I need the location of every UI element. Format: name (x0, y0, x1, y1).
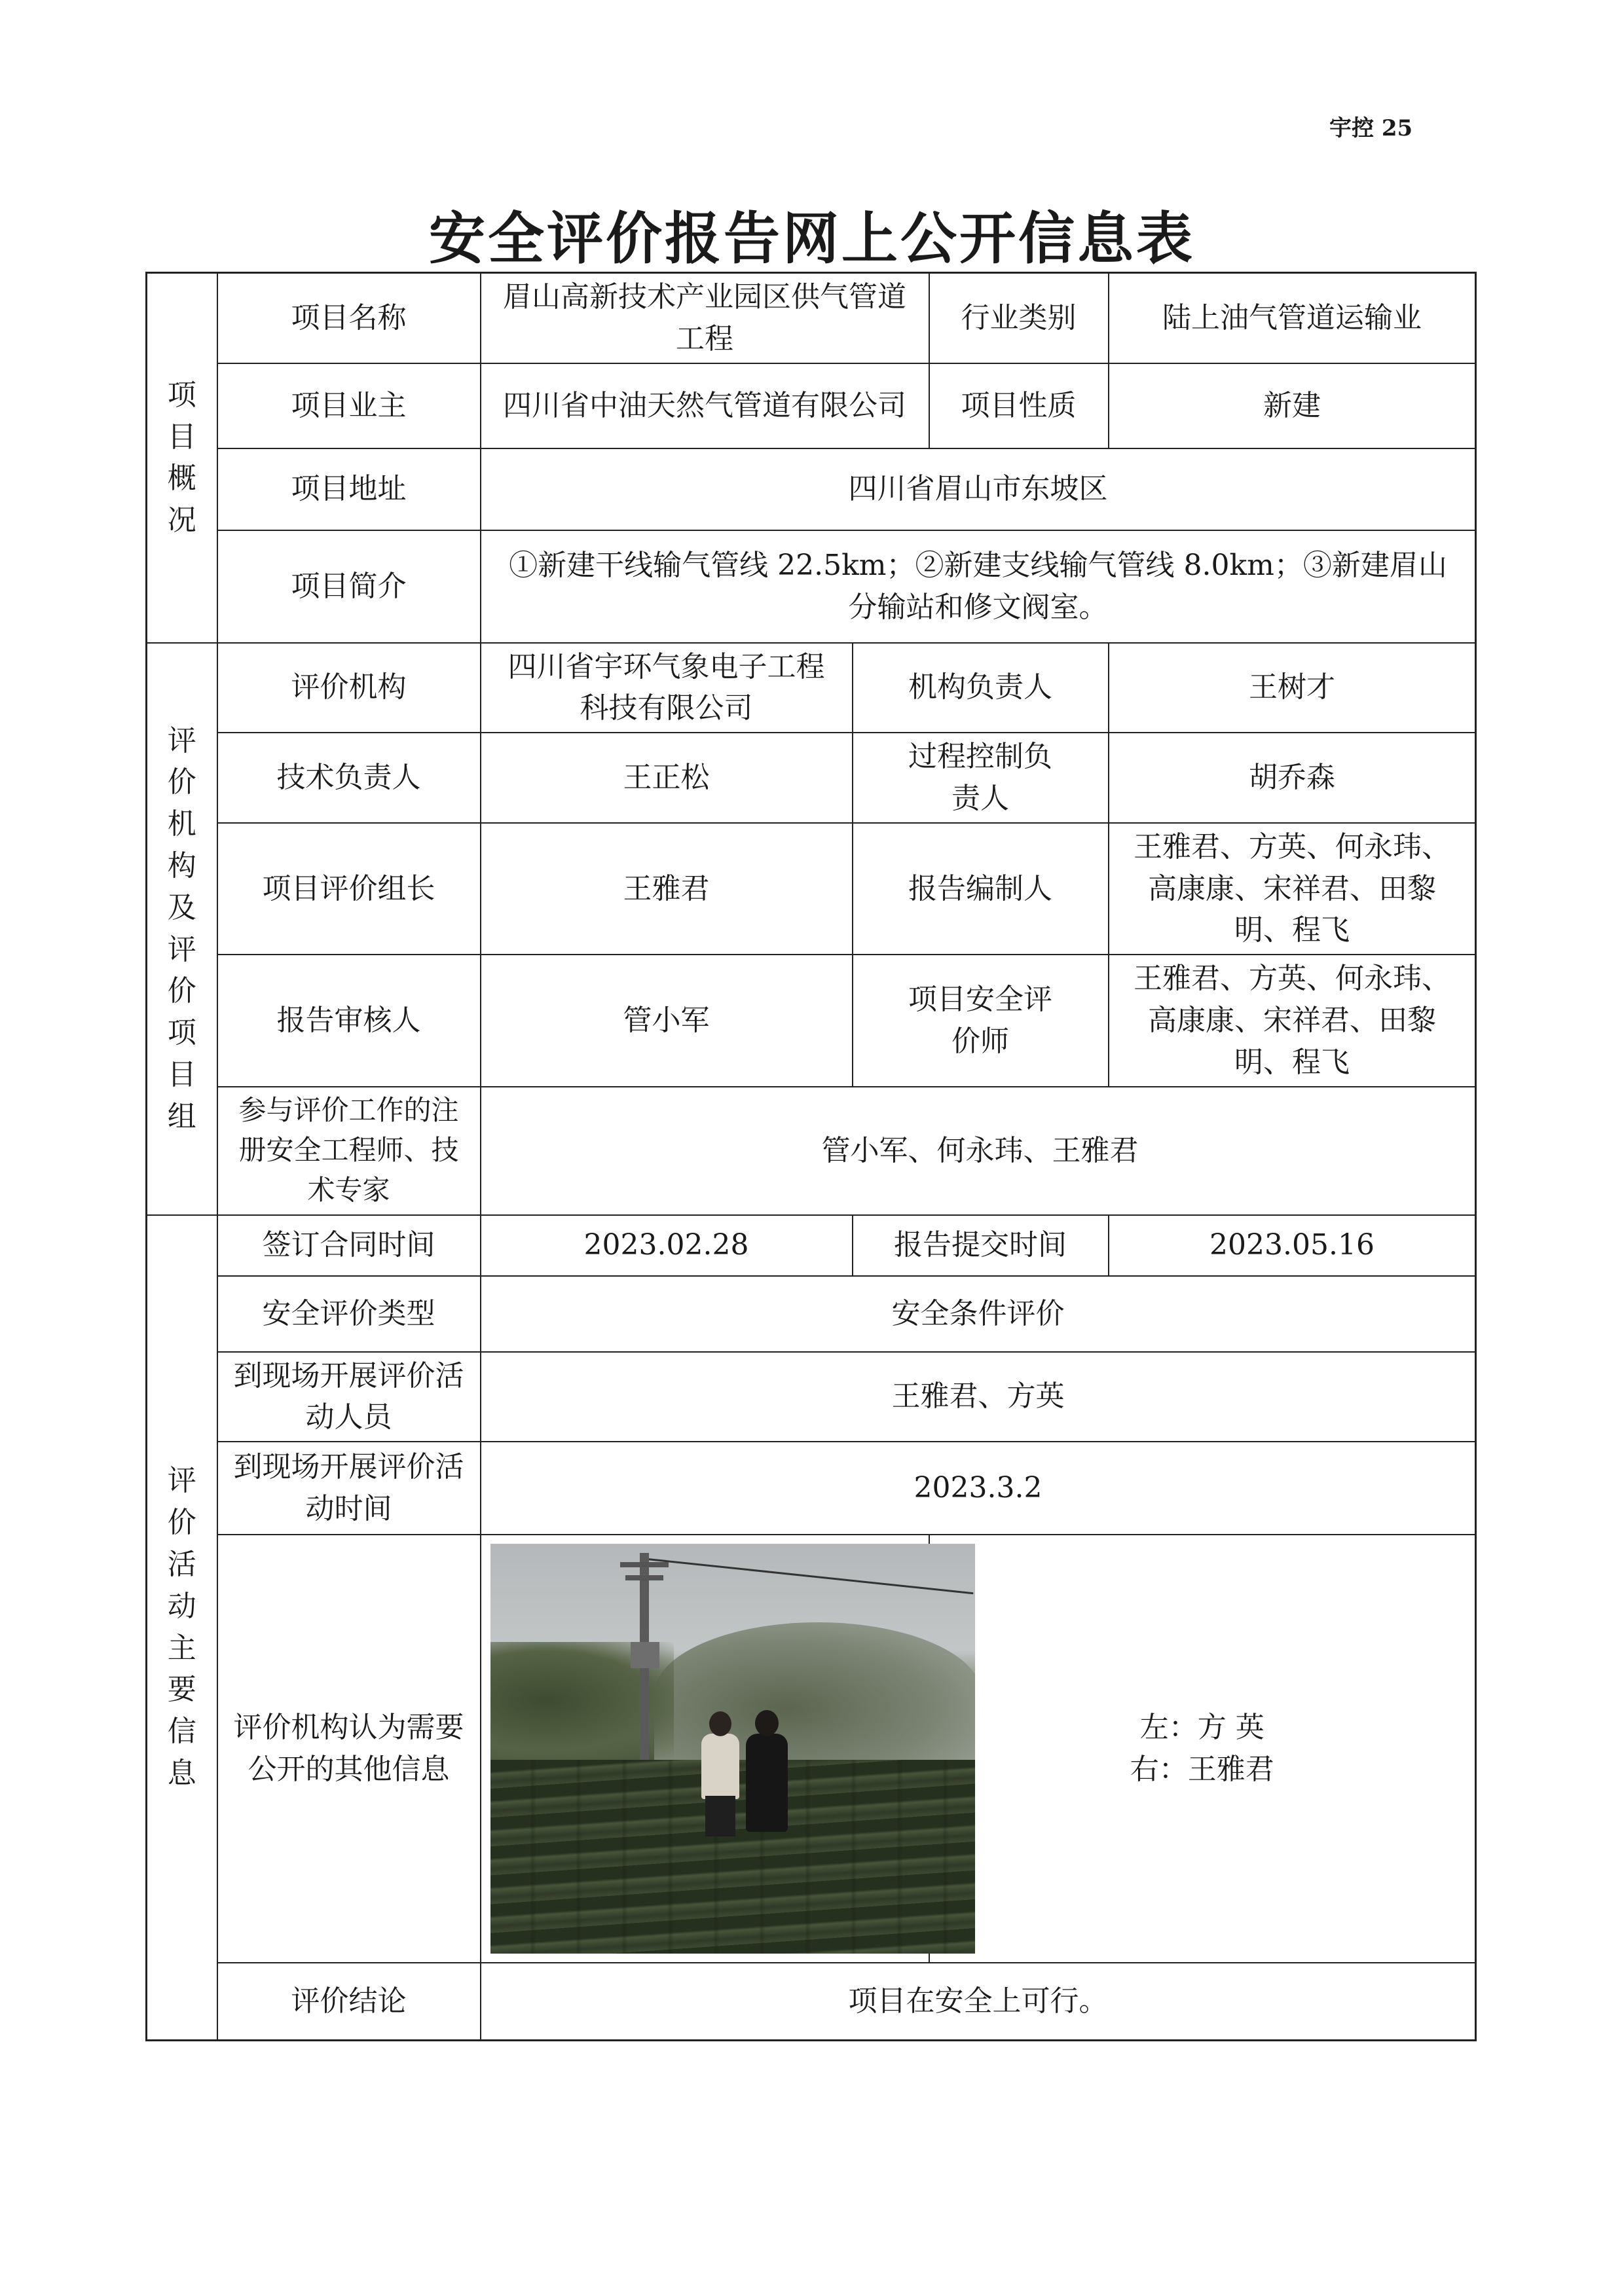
reviewer-value: 管小军 (481, 955, 853, 1086)
table-row (147, 733, 1476, 823)
agency-value: 四川省宇环气象电子工程科技有限公司 (481, 643, 853, 733)
contract-date-value: 2023.02.28 (481, 1215, 853, 1276)
section-label-activity: 评价活动主要信息 (147, 1215, 217, 2041)
table-row (147, 1963, 1476, 2040)
reviewer-label: 报告审核人 (217, 955, 481, 1086)
industry-label: 行业类别 (929, 273, 1109, 363)
process-control-value: 胡乔森 (1109, 733, 1476, 823)
engineers-label: 参与评价工作的注册安全工程师、技术专家 (217, 1087, 481, 1215)
tech-head-value: 王正松 (481, 733, 853, 823)
agency-head-label: 机构负责人 (853, 643, 1109, 733)
document-code: 宇控 25 (1329, 115, 1413, 141)
section-label-overview: 项目概况 (147, 273, 217, 643)
table-row (147, 955, 1476, 1086)
table-row (147, 643, 1476, 733)
table-row (147, 448, 1476, 530)
site-photo-cell (481, 1535, 929, 1963)
onsite-time-label: 到现场开展评价活动时间 (217, 1442, 481, 1535)
table-row (147, 1535, 1476, 1963)
evaluation-type-value: 安全条件评价 (481, 1276, 1476, 1352)
industry-value: 陆上油气管道运输业 (1109, 273, 1476, 363)
info-table (145, 272, 1477, 2041)
project-owner-label: 项目业主 (217, 363, 481, 448)
project-name-label: 项目名称 (217, 273, 481, 363)
table-row (147, 363, 1476, 448)
project-owner-value: 四川省中油天然气管道有限公司 (481, 363, 929, 448)
tech-head-label: 技术负责人 (217, 733, 481, 823)
table-row (147, 1276, 1476, 1352)
contract-date-label: 签订合同时间 (217, 1215, 481, 1276)
table-row (147, 530, 1476, 643)
report-editor-value: 王雅君、方英、何永玮、高康康、宋祥君、田黎明、程飞 (1109, 823, 1476, 955)
engineers-value: 管小军、何永玮、王雅君 (481, 1087, 1476, 1215)
project-summary-value: ①新建干线输气管线 22.5km；②新建支线输气管线 8.0km；③新建眉山分输站和修文阀室。 (481, 530, 1476, 643)
process-control-label: 过程控制负责人 (853, 733, 1109, 823)
submit-date-label: 报告提交时间 (853, 1215, 1109, 1276)
onsite-people-label: 到现场开展评价活动人员 (217, 1352, 481, 1442)
table-row (147, 1352, 1476, 1442)
nature-label: 项目性质 (929, 363, 1109, 448)
project-address-value: 四川省眉山市东坡区 (481, 448, 1476, 530)
agency-label: 评价机构 (217, 643, 481, 733)
table-row (147, 1442, 1476, 1535)
section-label-org: 评价机构及评价项目组 (147, 643, 217, 1215)
report-editor-label: 报告编制人 (853, 823, 1109, 955)
table-row (147, 273, 1476, 363)
team-leader-value: 王雅君 (481, 823, 853, 955)
onsite-people-value: 王雅君、方英 (481, 1352, 1476, 1442)
agency-head-value: 王树才 (1109, 643, 1476, 733)
caption-left: 左：方 英 (1139, 1711, 1264, 1745)
project-address-label: 项目地址 (217, 448, 481, 530)
project-name-value: 眉山高新技术产业园区供气管道工程 (481, 273, 929, 363)
team-leader-label: 项目评价组长 (217, 823, 481, 955)
table-row (147, 1087, 1476, 1215)
other-info-label: 评价机构认为需要公开的其他信息 (217, 1535, 481, 1963)
project-summary-label: 项目简介 (217, 530, 481, 643)
table-row (147, 823, 1476, 955)
photo-caption (929, 1535, 1476, 1963)
caption-right: 右：王雅君 (1130, 1753, 1274, 1787)
site-photo (490, 1544, 975, 1954)
table-row (147, 1215, 1476, 1276)
submit-date-value: 2023.05.16 (1109, 1215, 1476, 1276)
conclusion-value: 项目在安全上可行。 (481, 1963, 1476, 2040)
safety-evaluator-value: 王雅君、方英、何永玮、高康康、宋祥君、田黎明、程飞 (1109, 955, 1476, 1086)
conclusion-label: 评价结论 (217, 1963, 481, 2040)
evaluation-type-label: 安全评价类型 (217, 1276, 481, 1352)
page-title: 安全评价报告网上公开信息表 (429, 206, 1195, 272)
nature-value: 新建 (1109, 363, 1476, 448)
safety-evaluator-label: 项目安全评价师 (853, 955, 1109, 1086)
onsite-time-value: 2023.3.2 (481, 1442, 1476, 1535)
